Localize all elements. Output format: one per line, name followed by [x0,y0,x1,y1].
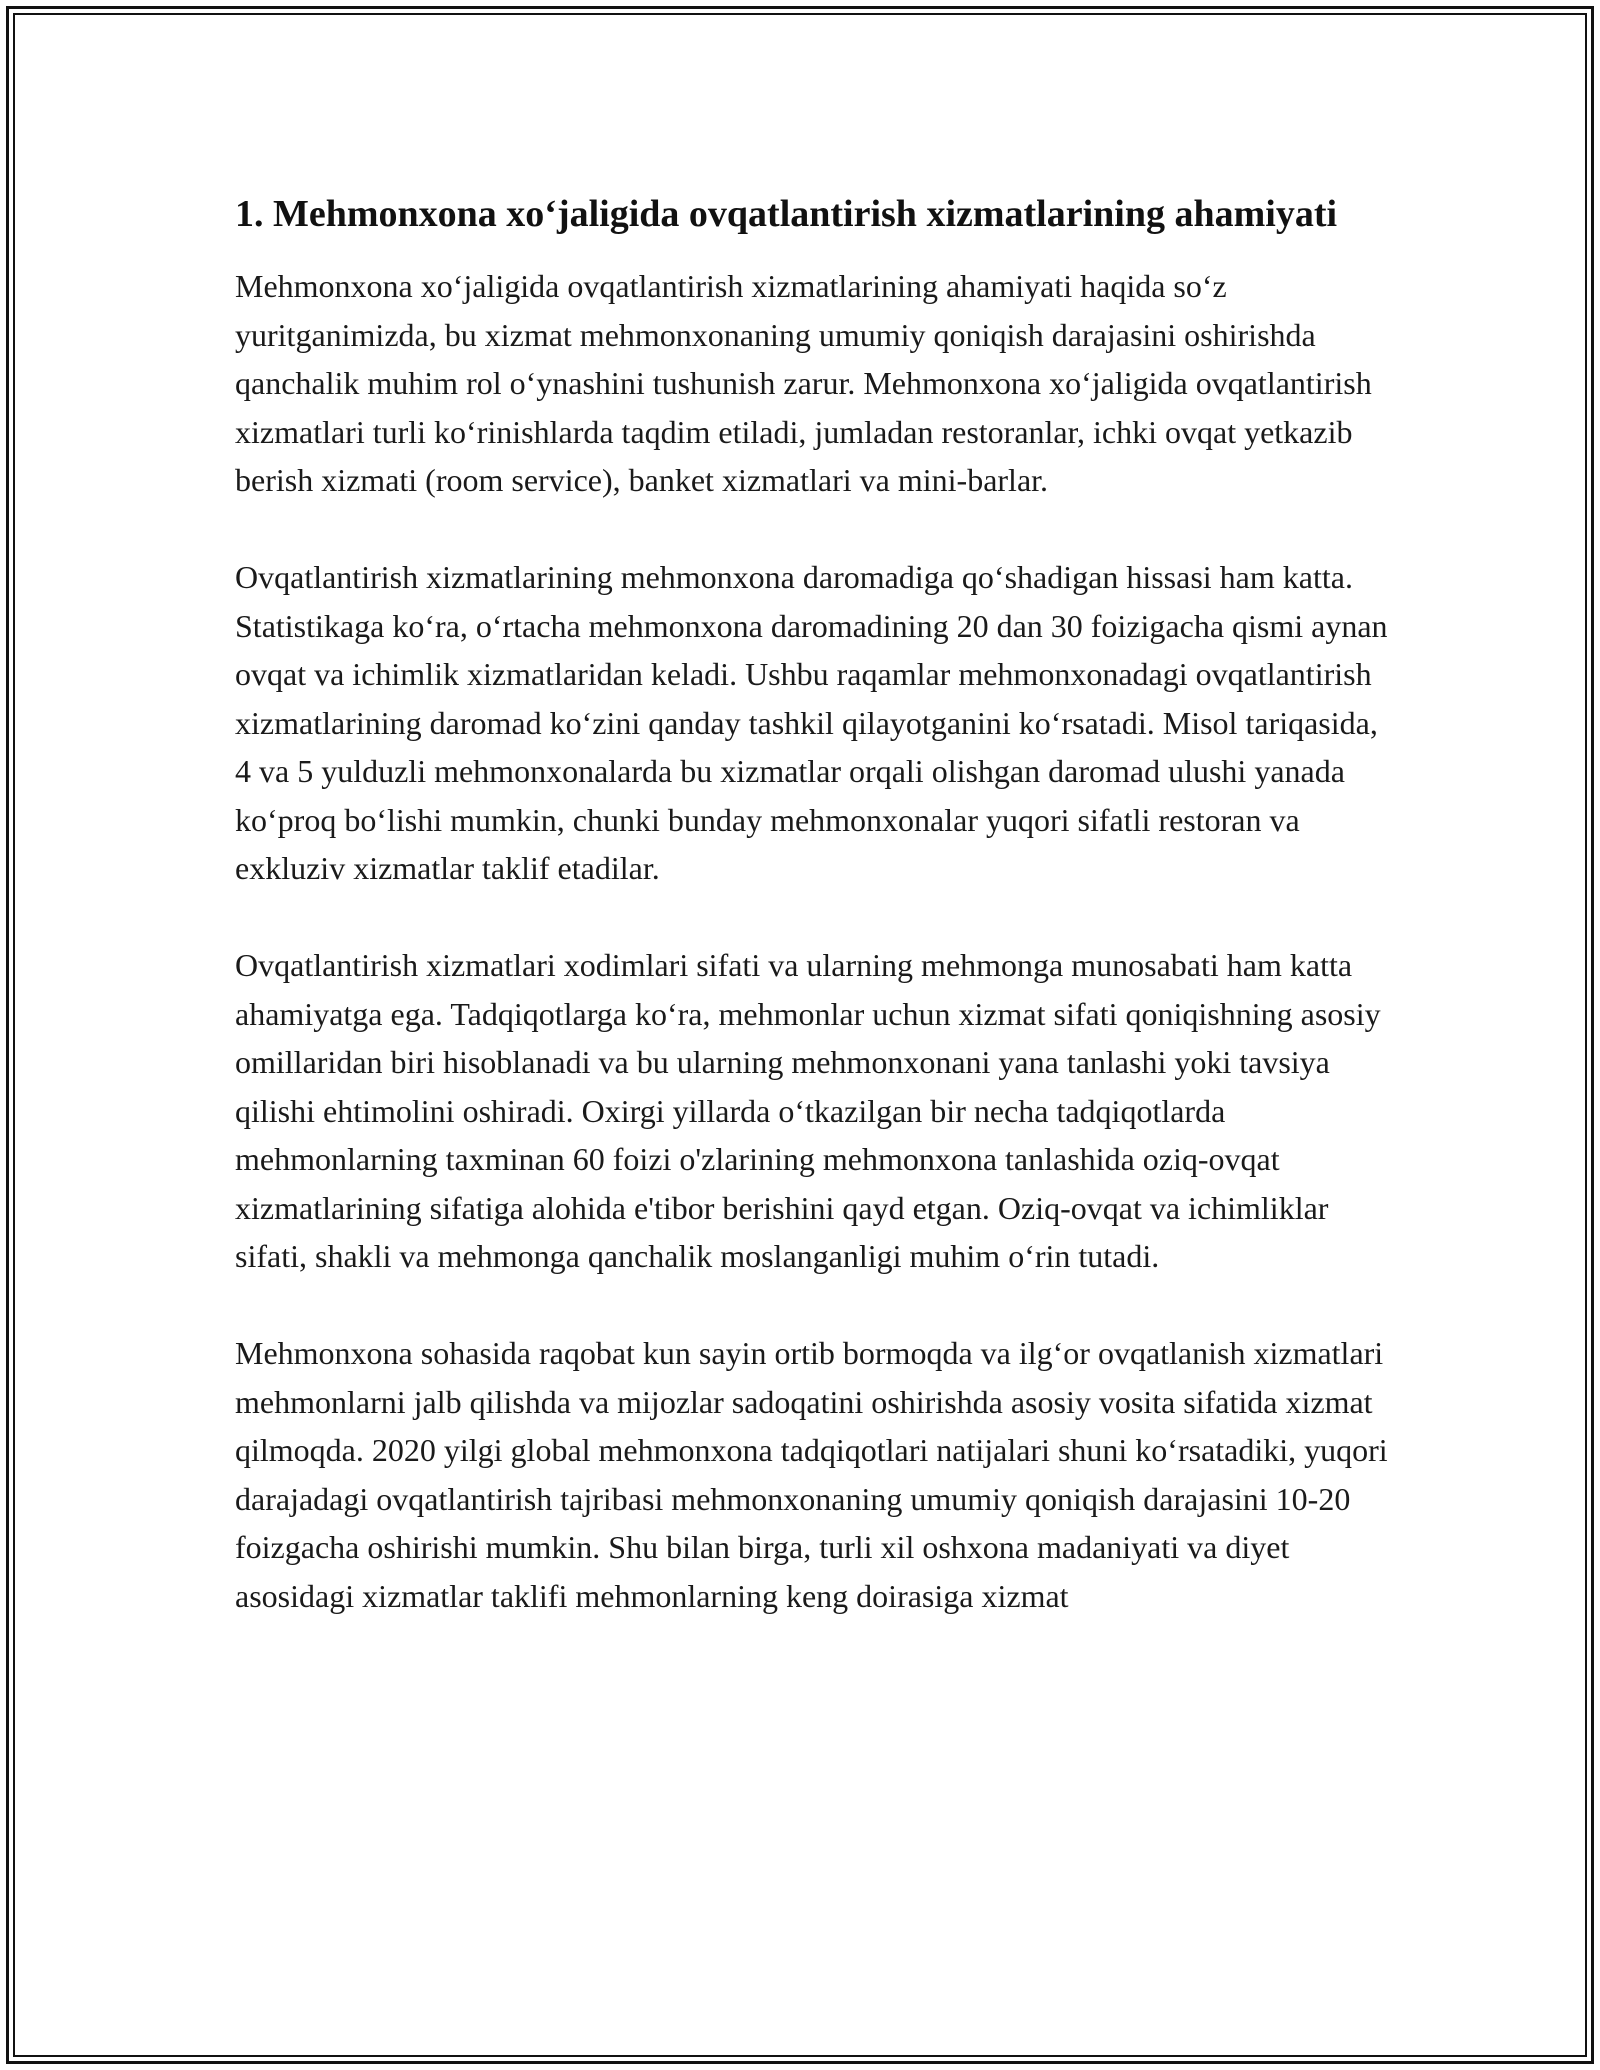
paragraph-2: Ovqatlantirish xizmatlarining mehmonxona daromadiga qo‘shadigan hissasi ham katta. Statistikaga ko‘ra, o‘rtacha mehmonxona daromadining 20 dan 30 foizigacha qismi aynan ovqat va ichimlik xizmatlaridan keladi. Ushbu raqamlar mehmonxonadagi ovqatlantirish xizmatlarining daromad ko‘zini qanday tashkil qilayotganini ko‘rsatadi. Misol tariqasida, 4 va 5 yulduzli mehmonxonalarda bu xizmatlar orqali olishgan daromad ulushi yanada ko‘proq bo‘lishi mumkin, chunki bunday mehmonxonalar yuqori sifatli restoran va exkluziv xizmatlar taklif etadilar. [235,559,1388,886]
paragraph-4: Mehmonxona sohasida raqobat kun sayin ortib bormoqda va ilg‘or ovqatlanish xizmatlari mehmonlarni jalb qilishda va mijozlar sadoqatini oshirishda asosiy vosita sifatida xizmat qilmoqda. 2020 yilgi global mehmonxona tadqiqotlari natijalari shuni ko‘rsatadiki, yuqori darajadagi ovqatlantirish tajribasi mehmonxonaning umumiy qoniqish darajasini 10-20 foizgacha oshirishi mumkin. Shu bilan birga, turli xil oshxona madaniyati va diyet asosidagi xizmatlar taklifi mehmonlarning keng doirasiga xizmat [235,1335,1388,1614]
document-body [235,187,1395,1669]
paragraph-1: Mehmonxona xo‘jaligida ovqatlantirish xizmatlarining ahamiyati haqida so‘z yuritganimizda, bu xizmat mehmonxonaning umumiy qoniqish darajasini oshirishda qanchalik muhim rol o‘ynashini tushunish zarur. Mehmonxona xo‘jaligida ovqatlantirish xizmatlari turli ko‘rinishlarda taqdim etiladi, jumladan restoranlar, ichki ovqat yetkazib berish xizmati (room service), banket xizmatlari va mini-barlar. [235,268,1372,498]
section-heading: 1. Mehmonxona xo‘jaligida ovqatlantirish xizmatlarining ahamiyati [235,193,1338,235]
paragraph-3: Ovqatlantirish xizmatlari xodimlari sifati va ularning mehmonga munosabati ham katta ahamiyatga ega. Tadqiqotlarga ko‘ra, mehmonlar uchun xizmat sifati qoniqishning asosiy omillaridan biri hisoblanadi va bu ularning mehmonxonani yana tanlashi yoki tavsiya qilishi ehtimolini oshiradi. Oxirgi yillarda o‘tkazilgan bir necha tadqiqotlarda mehmonlarning taxminan 60 foizi o'zlarining mehmonxona tanlashida oziq-ovqat xizmatlarining sifatiga alohida e'tibor berishini qayd etgan. Oziq-ovqat va ichimliklar sifati, shakli va mehmonga qanchalik moslanganligi muhim o‘rin tutadi. [235,947,1381,1274]
